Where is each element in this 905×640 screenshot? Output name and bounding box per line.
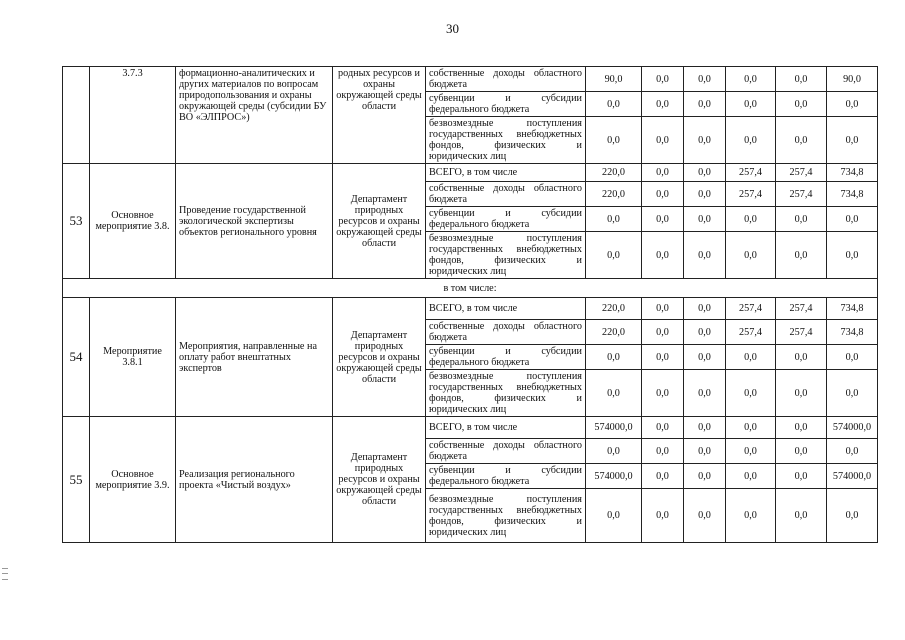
funding-source: безвозмездные поступления государственных внебюджетных фондов, физических и юридических лиц [426,489,586,543]
amount-value: 0,0 [684,439,726,464]
table-row [63,298,878,320]
amount-value: 0,0 [776,345,827,370]
amount-value: 0,0 [642,417,684,439]
responsible-executor: Департамент природных ресурсов и охраны окружающей среды области [333,298,426,417]
funding-source: собственные доходы областного бюджета [426,182,586,207]
amount-value: 0,0 [726,417,776,439]
amount-value: 0,0 [684,117,726,164]
amount-value: 220,0 [586,320,642,345]
amount-value: 257,4 [776,298,827,320]
total-value: 0,0 [827,370,878,417]
table-body [63,67,878,543]
amount-value: 0,0 [642,164,684,182]
amount-value: 0,0 [776,92,827,117]
amount-value: 0,0 [586,370,642,417]
amount-value: 257,4 [776,182,827,207]
amount-value: 0,0 [684,92,726,117]
amount-value: 257,4 [726,298,776,320]
amount-value: 0,0 [726,489,776,543]
amount-value: 220,0 [586,298,642,320]
amount-value: 0,0 [726,207,776,232]
amount-value: 0,0 [642,489,684,543]
total-value: 0,0 [827,345,878,370]
amount-value: 574000,0 [586,464,642,489]
amount-value: 257,4 [726,164,776,182]
budget-table [62,66,878,543]
total-value: 734,8 [827,320,878,345]
row-number [63,67,90,164]
amount-value: 0,0 [776,117,827,164]
amount-value: 257,4 [726,320,776,345]
amount-value: 0,0 [586,117,642,164]
scan-edge-mark [2,568,8,580]
amount-value: 0,0 [726,232,776,279]
amount-value: 257,4 [776,320,827,345]
funding-source: ВСЕГО, в том числе [426,298,586,320]
funding-source: субвенции и субсидии федерального бюджета [426,345,586,370]
amount-value: 0,0 [586,207,642,232]
amount-value: 0,0 [726,117,776,164]
amount-value: 0,0 [726,345,776,370]
amount-value: 0,0 [642,464,684,489]
amount-value: 0,0 [684,320,726,345]
page-number: 30 [446,21,459,36]
total-value: 0,0 [827,439,878,464]
amount-value: 0,0 [684,182,726,207]
separator-row [63,279,878,298]
amount-value: 0,0 [586,345,642,370]
measure-name: Реализация регионального проекта «Чистый воздух» [176,417,333,543]
funding-source: субвенции и субсидии федерального бюджета [426,92,586,117]
amount-value: 0,0 [726,92,776,117]
total-value: 0,0 [827,489,878,543]
funding-source: безвозмездные поступления государственных внебюджетных фондов, физических и юридических лиц [426,370,586,417]
amount-value: 0,0 [642,232,684,279]
amount-value: 0,0 [776,207,827,232]
amount-value: 0,0 [642,182,684,207]
funding-source: субвенции и субсидии федерального бюджета [426,464,586,489]
amount-value: 0,0 [726,370,776,417]
funding-source: собственные доходы областного бюджета [426,320,586,345]
amount-value: 0,0 [642,345,684,370]
measure-code: Основное мероприятие 3.8. [90,164,176,279]
total-value: 574000,0 [827,417,878,439]
table-row [63,164,878,182]
amount-value: 574000,0 [586,417,642,439]
amount-value: 0,0 [586,92,642,117]
funding-source: субвенции и субсидии федерального бюджета [426,207,586,232]
amount-value: 0,0 [776,417,827,439]
funding-source: собственные доходы областного бюджета [426,67,586,92]
measure-code: Основное мероприятие 3.9. [90,417,176,543]
amount-value: 0,0 [726,439,776,464]
total-value: 0,0 [827,117,878,164]
funding-source: безвозмездные поступления государственных внебюджетных фондов, физических и юридических лиц [426,117,586,164]
table-row [63,417,878,439]
funding-source: ВСЕГО, в том числе [426,164,586,182]
total-value: 734,8 [827,298,878,320]
amount-value: 0,0 [684,417,726,439]
amount-value: 0,0 [586,489,642,543]
total-value: 0,0 [827,92,878,117]
amount-value: 0,0 [776,489,827,543]
funding-source: ВСЕГО, в том числе [426,417,586,439]
separator-label: в том числе: [63,279,878,298]
amount-value: 0,0 [684,207,726,232]
measure-name: Проведение государственной экологической экспертизы объектов регионального уровня [176,164,333,279]
amount-value: 0,0 [684,489,726,543]
total-value: 734,8 [827,182,878,207]
amount-value: 0,0 [642,298,684,320]
amount-value: 0,0 [642,92,684,117]
measure-code: Мероприятие 3.8.1 [90,298,176,417]
total-value: 0,0 [827,232,878,279]
amount-value: 0,0 [684,232,726,279]
amount-value: 0,0 [642,207,684,232]
amount-value: 0,0 [684,464,726,489]
responsible-executor: Департамент природных ресурсов и охраны окружающей среды области [333,417,426,543]
amount-value: 0,0 [642,439,684,464]
amount-value: 0,0 [726,464,776,489]
funding-source: безвозмездные поступления государственных внебюджетных фондов, физических и юридических лиц [426,232,586,279]
amount-value: 257,4 [776,164,827,182]
amount-value: 0,0 [726,67,776,92]
amount-value: 0,0 [642,117,684,164]
row-number: 55 [63,417,90,543]
table-row [63,67,878,92]
measure-name: формационно-аналитических и других материалов по вопросам природопользования и охраны окружающей среды (субсидии БУ ВО «ЭЛПРОС») [176,67,333,164]
row-number: 53 [63,164,90,279]
amount-value: 0,0 [776,67,827,92]
amount-value: 257,4 [726,182,776,207]
total-value: 0,0 [827,207,878,232]
amount-value: 90,0 [586,67,642,92]
measure-name: Мероприятия, направленные на оплату работ внештатных экспертов [176,298,333,417]
amount-value: 0,0 [684,67,726,92]
responsible-executor: Департамент природных ресурсов и охраны окружающей среды области [333,164,426,279]
amount-value: 0,0 [642,370,684,417]
amount-value: 0,0 [642,320,684,345]
amount-value: 220,0 [586,164,642,182]
amount-value: 0,0 [776,232,827,279]
measure-code: 3.7.3 [90,67,176,164]
amount-value: 0,0 [684,164,726,182]
amount-value: 0,0 [776,464,827,489]
responsible-executor: родных ресурсов и охраны окружающей среды области [333,67,426,164]
amount-value: 0,0 [776,370,827,417]
amount-value: 0,0 [586,232,642,279]
total-value: 734,8 [827,164,878,182]
amount-value: 0,0 [776,439,827,464]
row-number: 54 [63,298,90,417]
amount-value: 0,0 [684,370,726,417]
amount-value: 0,0 [586,439,642,464]
total-value: 90,0 [827,67,878,92]
amount-value: 0,0 [642,67,684,92]
total-value: 574000,0 [827,464,878,489]
amount-value: 0,0 [684,345,726,370]
amount-value: 220,0 [586,182,642,207]
funding-source: собственные доходы областного бюджета [426,439,586,464]
amount-value: 0,0 [684,298,726,320]
